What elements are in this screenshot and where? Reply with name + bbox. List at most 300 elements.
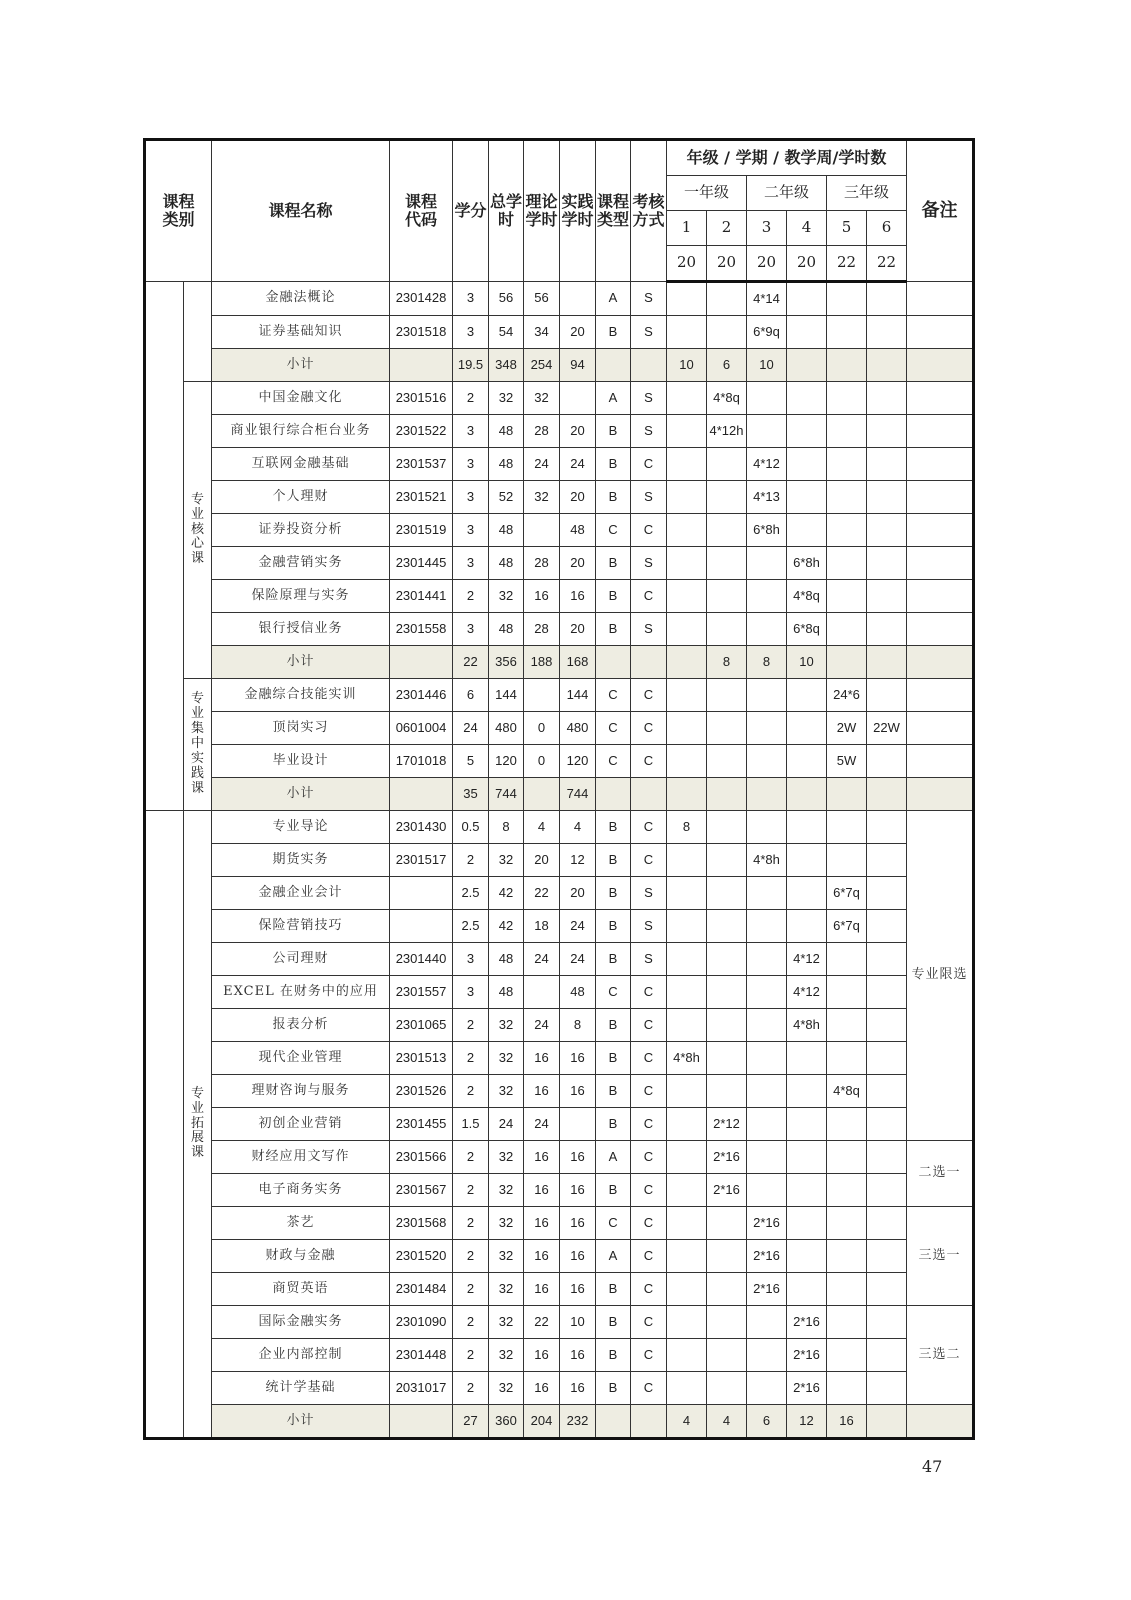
sem4-hours: 6*8q (787, 613, 827, 646)
credit: 24 (453, 712, 489, 745)
course-code: 2031017 (390, 1372, 453, 1405)
course-type (596, 349, 631, 382)
remark-choose-one-of-two: 二选一 (907, 1141, 974, 1207)
sem1-hours (667, 646, 707, 679)
sem4-hours (787, 877, 827, 910)
practice-hours: 20 (560, 613, 596, 646)
credit: 0.5 (453, 811, 489, 844)
theory-hours: 16 (524, 1075, 560, 1108)
assessment: C (631, 1174, 667, 1207)
sem3-hours (747, 1009, 787, 1042)
header-theory-hours: 理论学时 (524, 140, 560, 282)
table-row (145, 844, 974, 877)
sem3-hours (747, 1108, 787, 1141)
total-hours: 32 (489, 1240, 524, 1273)
practice-hours: 744 (560, 778, 596, 811)
sem6-hours (867, 1372, 907, 1405)
practice-hours: 20 (560, 877, 596, 910)
credit: 2 (453, 1009, 489, 1042)
group-label-extension (184, 811, 212, 1439)
practice-hours: 16 (560, 1339, 596, 1372)
course-type: A (596, 382, 631, 415)
group-label-core-text: 专业核心课 (190, 491, 204, 567)
sem5-hours (827, 481, 867, 514)
total-hours: 356 (489, 646, 524, 679)
header-assessment: 考核方式 (631, 140, 667, 282)
sem2-hours (707, 1339, 747, 1372)
course-type (596, 778, 631, 811)
sem4-hours (787, 1273, 827, 1306)
course-name: 公司理财 (212, 943, 390, 976)
course-name: 小计 (212, 1405, 390, 1439)
total-hours: 32 (489, 844, 524, 877)
sem6-hours (867, 976, 907, 1009)
sem5-hours (827, 778, 867, 811)
sem3-hours: 10 (747, 349, 787, 382)
course-code: 0601004 (390, 712, 453, 745)
course-code (390, 778, 453, 811)
sem5-hours (827, 646, 867, 679)
credit: 3 (453, 481, 489, 514)
remark-cell (907, 514, 974, 547)
sem5-hours (827, 943, 867, 976)
theory-hours: 254 (524, 349, 560, 382)
credit: 1.5 (453, 1108, 489, 1141)
assessment: S (631, 943, 667, 976)
sem6-hours (867, 910, 907, 943)
course-type (596, 1405, 631, 1439)
sem5-hours (827, 811, 867, 844)
header-course-code: 课程代码 (390, 140, 453, 282)
sem6-hours (867, 943, 907, 976)
practice-hours: 16 (560, 1273, 596, 1306)
course-type: A (596, 1141, 631, 1174)
credit: 27 (453, 1405, 489, 1439)
remark-cell (907, 349, 974, 382)
total-hours: 48 (489, 976, 524, 1009)
table-row (145, 1009, 974, 1042)
practice-hours: 24 (560, 943, 596, 976)
total-hours: 42 (489, 877, 524, 910)
table-row (145, 1042, 974, 1075)
credit: 3 (453, 976, 489, 1009)
sem5-hours: 5W (827, 745, 867, 778)
course-code: 2301446 (390, 679, 453, 712)
sem6-hours (867, 316, 907, 349)
assessment: S (631, 910, 667, 943)
sem5-hours (827, 613, 867, 646)
sem4-hours (787, 1240, 827, 1273)
total-hours: 32 (489, 580, 524, 613)
sem4-hours: 10 (787, 646, 827, 679)
theory-hours: 16 (524, 1042, 560, 1075)
course-name: 商贸英语 (212, 1273, 390, 1306)
total-hours: 348 (489, 349, 524, 382)
remark-cell (907, 415, 974, 448)
theory-hours: 18 (524, 910, 560, 943)
course-code: 2301568 (390, 1207, 453, 1240)
sem2-hours (707, 910, 747, 943)
course-code: 2301518 (390, 316, 453, 349)
sem2-hours (707, 481, 747, 514)
subtotal-row (145, 349, 974, 382)
sem4-hours (787, 844, 827, 877)
sem1-hours (667, 580, 707, 613)
remark-cell (907, 282, 974, 316)
group-label-extension-text: 专业拓展课 (190, 1085, 204, 1161)
sem6-hours (867, 1207, 907, 1240)
sem5-hours (827, 382, 867, 415)
sem4-hours (787, 448, 827, 481)
sem5-hours (827, 282, 867, 316)
theory-hours: 24 (524, 1009, 560, 1042)
practice-hours: 120 (560, 745, 596, 778)
sem4-hours (787, 679, 827, 712)
group-label-practice-text: 专业集中实践课 (190, 691, 204, 796)
header-semester: 3 (747, 211, 787, 246)
practice-hours: 20 (560, 481, 596, 514)
credit: 2 (453, 1273, 489, 1306)
theory-hours: 32 (524, 481, 560, 514)
practice-hours: 16 (560, 580, 596, 613)
sem4-hours (787, 1075, 827, 1108)
practice-hours: 144 (560, 679, 596, 712)
category-cell-blank (145, 811, 184, 1439)
theory-hours: 16 (524, 1141, 560, 1174)
course-code: 2301065 (390, 1009, 453, 1042)
page-number: 47 (922, 1457, 943, 1476)
theory-hours (524, 679, 560, 712)
subtotal-row (145, 646, 974, 679)
practice-hours: 16 (560, 1174, 596, 1207)
sem1-hours (667, 910, 707, 943)
sem1-hours (667, 943, 707, 976)
sem4-hours (787, 514, 827, 547)
sem3-hours (747, 943, 787, 976)
sem6-hours (867, 1174, 907, 1207)
assessment: C (631, 1141, 667, 1174)
practice-hours: 16 (560, 1372, 596, 1405)
sem3-hours (747, 1141, 787, 1174)
sem4-hours (787, 1108, 827, 1141)
assessment: C (631, 1306, 667, 1339)
sem5-hours: 4*8q (827, 1075, 867, 1108)
sem5-hours (827, 415, 867, 448)
sem3-hours: 4*14 (747, 282, 787, 316)
assessment: C (631, 811, 667, 844)
assessment: S (631, 316, 667, 349)
course-type: B (596, 415, 631, 448)
table-row (145, 1075, 974, 1108)
assessment: C (631, 745, 667, 778)
sem3-hours (747, 382, 787, 415)
sem4-hours (787, 1042, 827, 1075)
course-code: 2301520 (390, 1240, 453, 1273)
sem1-hours (667, 712, 707, 745)
course-name: 互联网金融基础 (212, 448, 390, 481)
total-hours: 48 (489, 415, 524, 448)
table-row (145, 580, 974, 613)
theory-hours: 16 (524, 1240, 560, 1273)
group-label-core (184, 382, 212, 679)
table-row (145, 811, 974, 844)
header-credit: 学分 (453, 140, 489, 282)
course-code: 2301455 (390, 1108, 453, 1141)
course-name: 保险营销技巧 (212, 910, 390, 943)
sem1-hours: 10 (667, 349, 707, 382)
practice-hours: 232 (560, 1405, 596, 1439)
sem3-hours: 4*8h (747, 844, 787, 877)
sem4-hours: 4*12 (787, 976, 827, 1009)
total-hours: 32 (489, 1207, 524, 1240)
sem6-hours (867, 646, 907, 679)
sem6-hours (867, 547, 907, 580)
sem1-hours (667, 415, 707, 448)
sem2-hours (707, 976, 747, 1009)
course-name: 茶艺 (212, 1207, 390, 1240)
credit: 2 (453, 1372, 489, 1405)
course-code: 2301428 (390, 282, 453, 316)
sem1-hours (667, 613, 707, 646)
theory-hours: 0 (524, 712, 560, 745)
remark-cell (907, 745, 974, 778)
sem1-hours (667, 1108, 707, 1141)
course-name: 报表分析 (212, 1009, 390, 1042)
header-course-name: 课程名称 (212, 140, 390, 282)
total-hours: 32 (489, 1009, 524, 1042)
theory-hours: 0 (524, 745, 560, 778)
table-row (145, 943, 974, 976)
total-hours: 48 (489, 547, 524, 580)
assessment: C (631, 679, 667, 712)
credit: 5 (453, 745, 489, 778)
remark-cell (907, 778, 974, 811)
table-row (145, 976, 974, 1009)
group-label-practice (184, 679, 212, 811)
header-weeks: 20 (667, 246, 707, 282)
table-row (145, 1108, 974, 1141)
theory-hours: 22 (524, 877, 560, 910)
course-code (390, 349, 453, 382)
assessment: C (631, 712, 667, 745)
sem3-hours (747, 613, 787, 646)
total-hours: 48 (489, 514, 524, 547)
sem5-hours (827, 1372, 867, 1405)
remark-cell (907, 679, 974, 712)
remark-cell (907, 712, 974, 745)
remark-cell (907, 646, 974, 679)
sem4-hours (787, 1141, 827, 1174)
sem2-hours: 4 (707, 1405, 747, 1439)
header-semester: 6 (867, 211, 907, 246)
practice-hours: 48 (560, 976, 596, 1009)
header-weeks: 20 (787, 246, 827, 282)
theory-hours: 16 (524, 1273, 560, 1306)
remark-cell (907, 613, 974, 646)
credit: 3 (453, 448, 489, 481)
remark-cell (907, 580, 974, 613)
sem1-hours: 8 (667, 811, 707, 844)
credit: 6 (453, 679, 489, 712)
sem4-hours (787, 349, 827, 382)
sem3-hours: 6*8h (747, 514, 787, 547)
assessment (631, 1405, 667, 1439)
header-grade-term: 年级 / 学期 / 教学周/学时数 (667, 140, 907, 176)
sem4-hours (787, 712, 827, 745)
header-semester: 5 (827, 211, 867, 246)
sem3-hours (747, 580, 787, 613)
sem2-hours (707, 514, 747, 547)
header-semester: 4 (787, 211, 827, 246)
table-row (145, 1372, 974, 1405)
credit: 19.5 (453, 349, 489, 382)
sem4-hours (787, 1207, 827, 1240)
total-hours: 42 (489, 910, 524, 943)
course-name: 企业内部控制 (212, 1339, 390, 1372)
assessment: C (631, 514, 667, 547)
total-hours: 32 (489, 1273, 524, 1306)
practice-hours (560, 282, 596, 316)
subtotal-row (145, 778, 974, 811)
sem6-hours (867, 1273, 907, 1306)
theory-hours: 28 (524, 415, 560, 448)
course-code (390, 1405, 453, 1439)
sem4-hours: 4*8h (787, 1009, 827, 1042)
assessment: C (631, 1075, 667, 1108)
practice-hours: 94 (560, 349, 596, 382)
sem4-hours: 2*16 (787, 1372, 827, 1405)
credit: 3 (453, 943, 489, 976)
course-type: A (596, 282, 631, 316)
course-code: 2301445 (390, 547, 453, 580)
assessment: S (631, 547, 667, 580)
theory-hours: 24 (524, 943, 560, 976)
course-name: 电子商务实务 (212, 1174, 390, 1207)
practice-hours: 10 (560, 1306, 596, 1339)
sem1-hours (667, 1207, 707, 1240)
sem3-hours (747, 1372, 787, 1405)
remark-limited: 专业限选 (907, 811, 974, 1141)
sem3-hours: 4*13 (747, 481, 787, 514)
course-type: B (596, 1339, 631, 1372)
sem3-hours: 2*16 (747, 1273, 787, 1306)
sem5-hours (827, 1108, 867, 1141)
sem1-hours: 4 (667, 1405, 707, 1439)
course-code: 2301519 (390, 514, 453, 547)
course-name: 专业导论 (212, 811, 390, 844)
sem5-hours (827, 448, 867, 481)
assessment: C (631, 1240, 667, 1273)
assessment: C (631, 1339, 667, 1372)
course-code: 2301484 (390, 1273, 453, 1306)
sem2-hours (707, 811, 747, 844)
table-row (145, 745, 974, 778)
credit: 3 (453, 282, 489, 316)
sem2-hours (707, 448, 747, 481)
header-grade1: 一年级 (667, 176, 747, 211)
theory-hours: 24 (524, 448, 560, 481)
sem2-hours: 4*12h (707, 415, 747, 448)
assessment: C (631, 448, 667, 481)
total-hours: 32 (489, 382, 524, 415)
table-row (145, 613, 974, 646)
table-row (145, 1339, 974, 1372)
sem2-hours (707, 1306, 747, 1339)
sem6-hours (867, 580, 907, 613)
theory-hours: 4 (524, 811, 560, 844)
course-name: 期货实务 (212, 844, 390, 877)
table-header (145, 140, 974, 282)
sem1-hours (667, 1273, 707, 1306)
sem6-hours (867, 1075, 907, 1108)
sem5-hours: 16 (827, 1405, 867, 1439)
sem5-hours (827, 1207, 867, 1240)
total-hours: 480 (489, 712, 524, 745)
sem2-hours (707, 943, 747, 976)
total-hours: 52 (489, 481, 524, 514)
assessment: C (631, 1042, 667, 1075)
sem3-hours (747, 547, 787, 580)
total-hours: 120 (489, 745, 524, 778)
course-type: B (596, 448, 631, 481)
credit: 2 (453, 1207, 489, 1240)
practice-hours: 20 (560, 316, 596, 349)
remark-cell (907, 481, 974, 514)
sem3-hours (747, 712, 787, 745)
sem2-hours (707, 282, 747, 316)
course-name: 财经应用文写作 (212, 1141, 390, 1174)
sem3-hours (747, 1174, 787, 1207)
theory-hours: 16 (524, 1372, 560, 1405)
credit: 2 (453, 1240, 489, 1273)
credit: 2 (453, 1075, 489, 1108)
sem3-hours: 2*16 (747, 1207, 787, 1240)
credit: 3 (453, 613, 489, 646)
sem3-hours: 2*16 (747, 1240, 787, 1273)
sem2-hours (707, 580, 747, 613)
assessment (631, 778, 667, 811)
sem6-hours (867, 745, 907, 778)
theory-hours: 28 (524, 547, 560, 580)
course-type: B (596, 613, 631, 646)
course-code: 2301440 (390, 943, 453, 976)
course-type: C (596, 745, 631, 778)
credit: 2 (453, 1306, 489, 1339)
assessment: C (631, 976, 667, 1009)
theory-hours (524, 976, 560, 1009)
sem2-hours (707, 778, 747, 811)
assessment: C (631, 844, 667, 877)
theory-hours: 16 (524, 1174, 560, 1207)
table-row (145, 481, 974, 514)
practice-hours: 24 (560, 448, 596, 481)
sem1-hours (667, 547, 707, 580)
sem4-hours (787, 316, 827, 349)
credit: 2 (453, 1339, 489, 1372)
credit: 3 (453, 415, 489, 448)
header-total-hours: 总学时 (489, 140, 524, 282)
remark-cell (907, 382, 974, 415)
sem2-hours (707, 1075, 747, 1108)
course-name: 顶岗实习 (212, 712, 390, 745)
sem5-hours: 24*6 (827, 679, 867, 712)
sem2-hours (707, 1240, 747, 1273)
sem5-hours (827, 1141, 867, 1174)
table-row (145, 1306, 974, 1339)
course-code: 1701018 (390, 745, 453, 778)
remark-choose-two-of-three: 三选二 (907, 1306, 974, 1405)
sem6-hours (867, 282, 907, 316)
